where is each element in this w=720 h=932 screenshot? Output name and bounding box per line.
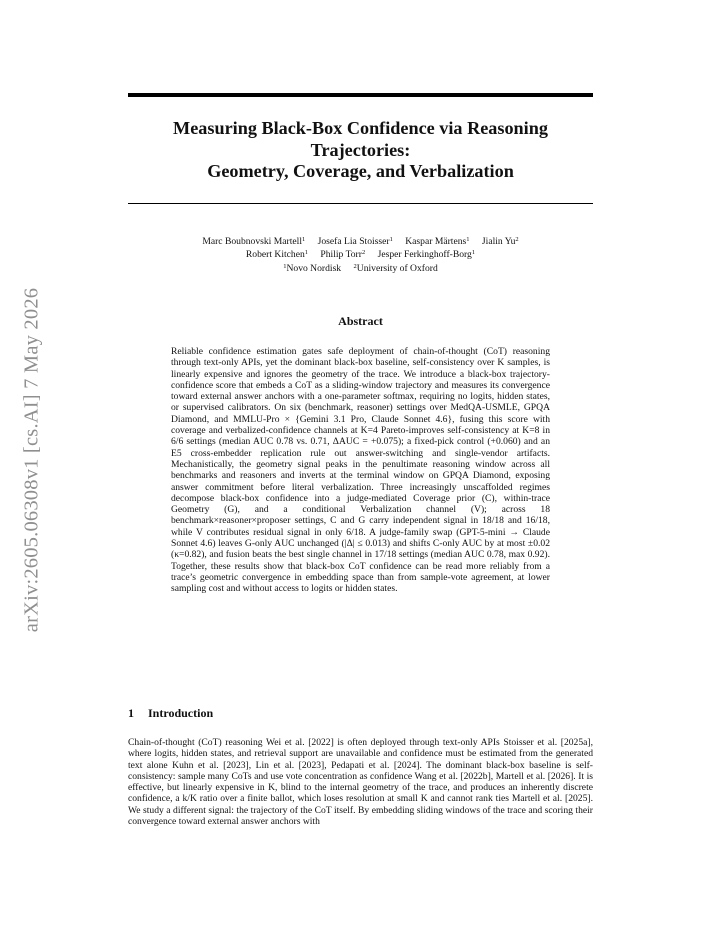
author: Philip Torr$^2$ xyxy=(320,248,366,260)
introduction-text: Chain-of-thought (CoT) reasoning Wei et al. [2022] is often deployed through text-only APIs Stoisser et al. [2025a], where logits, hidden states, and retrieval support are unavailable and confidence must be estimated from the generated text alone Kuhn et al. [2023], Lin et al. [2023], Pedapati et al. [2024]. The dominant black-box baseline is self-consistency: sample many CoTs and use vote concentration as confidence Wang et al. [2022b], Martell et al. [2026]. It is effective, but linearly expensive in K, blind to the internal geometry of the trace, and produces an inherently discrete confidence, a k/K ratio over a finite ballot, which loses resolution at small K and cannot rank ties Martell et al. [2025]. We study a different signal: the trajectory of the CoT itself. By embedding sliding windows of the trace and scoring their convergence toward external answer anchors with xyxy=(128,737,593,827)
author: Marc Boubnovski Martell$^1$ xyxy=(202,236,306,247)
title-bottom-rule xyxy=(128,203,593,204)
title-line-1: Measuring Black-Box Confidence via Reasoning xyxy=(173,118,548,138)
section-title: Introduction xyxy=(148,706,214,720)
introduction-body xyxy=(128,737,593,827)
abstract-text: Reliable confidence estimation gates safe deployment of chain-of-thought (CoT) reasoning through text-only APIs, yet the dominant black-box baseline, self-consistency over K samples, is linearly expensive and ignores the geometry of the trace. We introduce a black-box trajectory-confidence score that embeds a CoT as a sliding-window trajectory and measures its convergence toward external answer anchors with a one-parameter softmax, requiring no logits, hidden states, or supervised calibrators. On six (benchmark, reasoner) settings over MedQA-USMLE, GPQA Diamond, and MMLU-Pro × {Gemini 3.1 Pro, Claude Sonnet 4.6}, fusing this score with coverage and verbalized-confidence channels at K=4 Pareto-improves self-consistency at K=8 in 6/6 settings (median AUC 0.78 vs. 0.71, ΔAUC = +0.075); a fixed-pick control (+0.060) and an E5 cross-embedder replication rule out answer-switching and single-vendor artifacts. Mechanistically, the geometry signal peaks in the penultimate reasoning window across all benchmarks and reasoners and inverts at the terminal window on GPQA Diamond, exposing answer commitment before literal verbalization. Three increasingly unscaffolded regimes decompose black-box confidence into a judge-mediated Coverage prior (C), within-trace Geometry (G), and a conditional Verbalization channel (V); across 18 benchmark×reasoner×proposer settings, C and G carry independent signal in 18/18 and 16/18, while V contributes residual signal in only 6/18. A judge-family swap (GPT-5-mini → Claude Sonnet 4.6) leaves G-only AUC unchanged (|Δ| ≤ 0.013) and shifts C-only AUC by at most ±0.02 (κ=0.82), and fusion beats the best single channel in 17/18 settings (median AUC 0.78, max 0.92). Together, these results show that black-box CoT confidence can be read more reliably from a trace’s geometric convergence in embedding space than from sample-vote agreement, at lower sampling cost and without access to logits or hidden states. xyxy=(171,346,550,595)
arxiv-identifier xyxy=(18,260,46,660)
author: Jesper Ferkinghoff-Borg$^1$ xyxy=(377,248,476,260)
author: Josefa Lia Stoisser$^1$ xyxy=(317,236,393,247)
section-number: 1 xyxy=(128,706,134,720)
arxiv-identifier-text: arXiv:2605.06308v1 [cs.AI] 7 May 2026 xyxy=(20,287,43,633)
title-top-rule xyxy=(128,93,593,97)
author: Jialin Yu$^2$ xyxy=(481,236,519,247)
abstract-body xyxy=(171,346,550,595)
affiliation: $^1$Novo Nordisk xyxy=(283,263,342,274)
paper-title xyxy=(128,118,593,183)
affiliation: $^2$University of Oxford xyxy=(353,263,438,274)
title-line-3: Geometry, Coverage, and Verbalization xyxy=(207,161,514,181)
abstract-heading: Abstract xyxy=(338,314,383,328)
section-heading-introduction xyxy=(128,706,213,721)
author-line-2 xyxy=(128,249,593,262)
author-block xyxy=(128,236,593,276)
title-line-2: Trajectories: xyxy=(310,139,411,160)
author-line-1 xyxy=(128,236,593,249)
author: Robert Kitchen$^1$ xyxy=(245,248,309,260)
affiliations xyxy=(128,263,593,276)
author: Kaspar Märtens$^1$ xyxy=(405,236,470,247)
